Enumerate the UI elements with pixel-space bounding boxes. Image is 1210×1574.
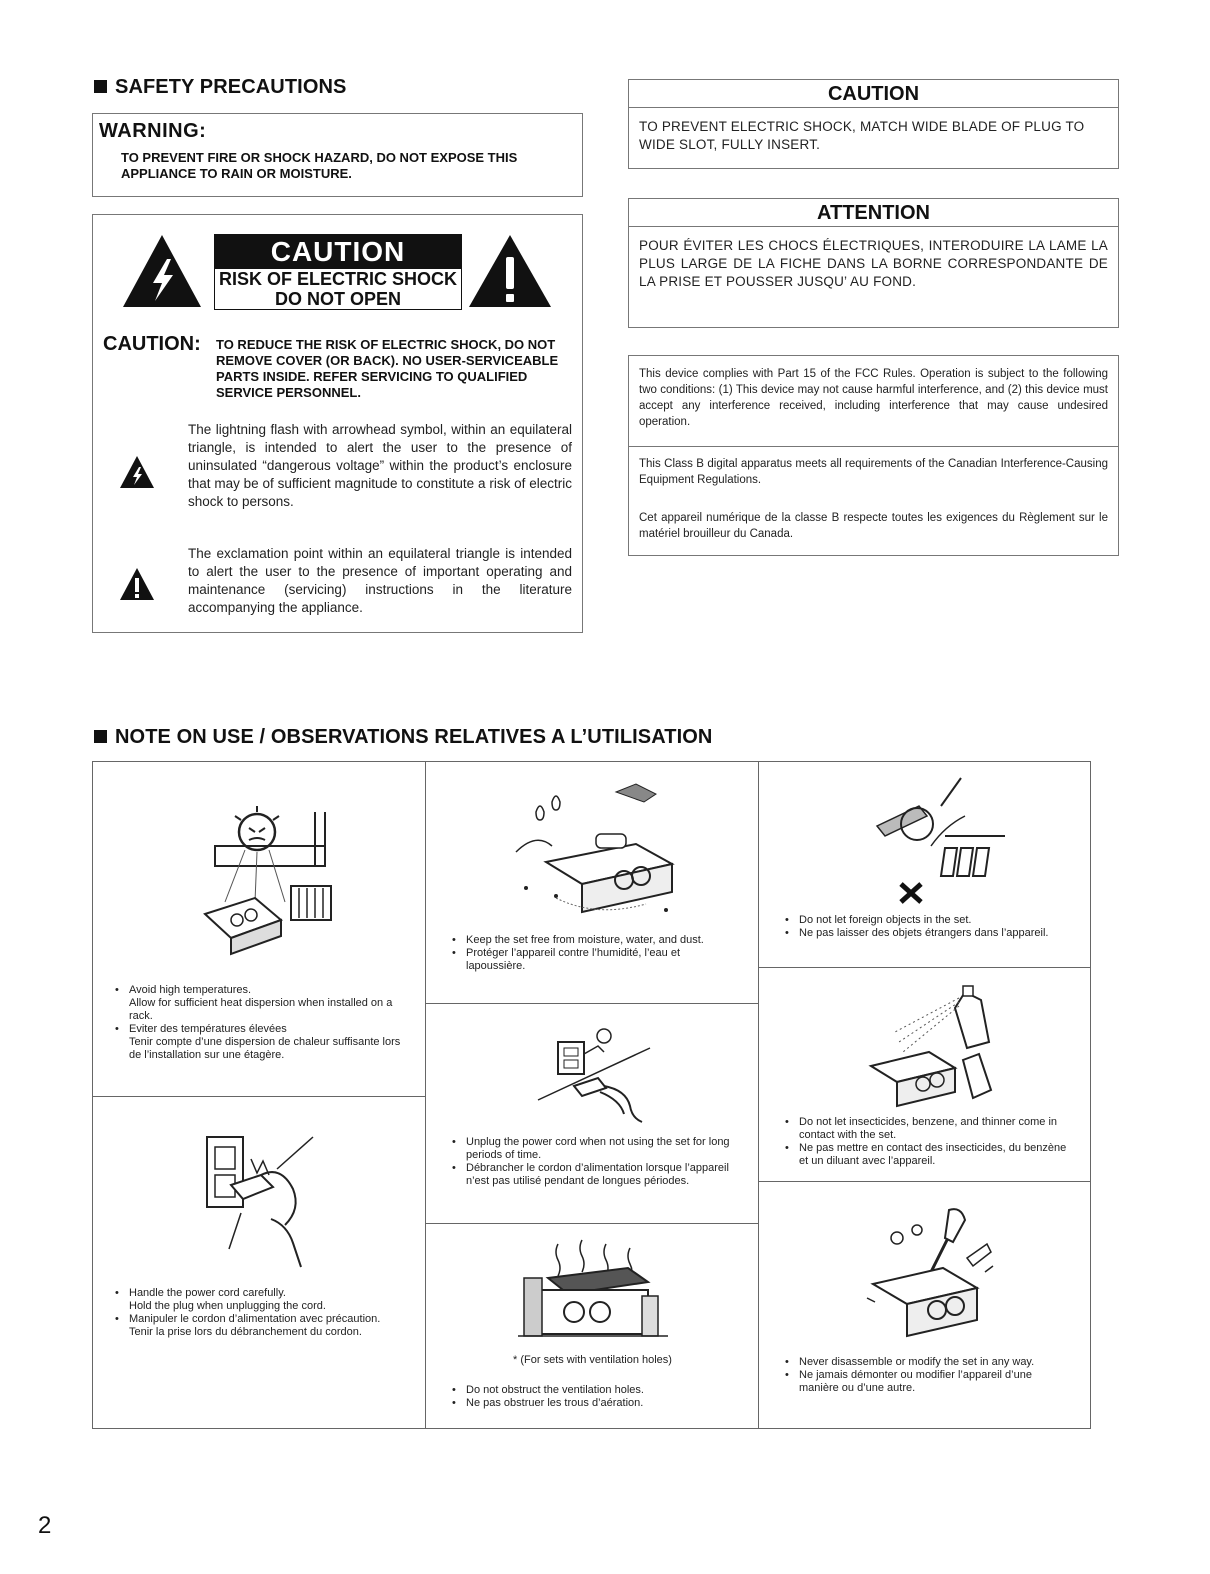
note-insecticides-text [785,1116,1069,1168]
note-cell-unplug [425,1003,758,1223]
note-ventilation-en: • Do not obstruct the ventilation holes. [452,1384,736,1397]
exclamation-symbol-icon [119,567,155,601]
note-foreign-objects-fr: • Ne pas laisser des objets étrangers dans l’appareil. [785,927,1069,940]
symbols-box [92,214,583,633]
note-temperature-en: • Avoid high temperatures. Allow for sufficient heat dispersion when installed on a rack. [115,984,405,1023]
note-insecticides-fr: • Ne pas mettre en contact des insecticides, du benzène et un diluant avec l’appareil. [785,1142,1069,1168]
insecticide-spray-illustration-icon [855,982,1005,1112]
note-unplug-en: • Unplug the power cord when not using the set for long periods of time. [452,1136,736,1162]
page-number: 2 [38,1512,52,1539]
fcc-statement: This device complies with Part 15 of the FCC Rules. Operation is subject to the following two conditions: (1) This device may not cause harmful interference, and (2) this device must accept any interference received, including interference that may cause undesired operation. [639,368,1108,428]
caution-text: TO REDUCE THE RISK OF ELECTRIC SHOCK, DO NOT REMOVE COVER (OR BACK). NO USER-SERVICEABLE PARTS INSIDE. REFER SERVICING TO QUALIFIED SERVICE PERSONNEL. [216,337,559,400]
note-ventilation-text [452,1384,736,1410]
note-foreign-objects-en: • Do not let foreign objects in the set. [785,914,1069,927]
disassembly-tools-illustration-icon [857,1202,997,1342]
note-temperature-text [115,984,405,1062]
square-bullet-icon [94,730,107,743]
note-temperature-fr: • Eviter des températures élevées Tenir compte d’une dispersion de chaleur suffisante lors de l’installation sur une étagère. [115,1023,405,1062]
banner-title: CAUTION [215,235,461,269]
exclamation-warning-icon [467,233,553,309]
square-bullet-icon [94,80,107,93]
attention-box-text: POUR ÉVITER LES CHOCS ÉLECTRIQUES, INTERODUIRE LA LAME LA PLUS LARGE DE LA FICHE DANS LA BORNE CORRESPONDANTE DE LA PRISE ET POUSSER JUSQU’ AU FOND. [639,238,1108,289]
note-cell-power-cord [92,1096,425,1429]
note-moisture-text [452,934,736,973]
caution-banner [214,234,462,310]
note-power-cord-fr: • Manipuler le cordon d’alimentation avec précaution. Tenir la prise lors du débranchement du cordon. [115,1313,405,1339]
banner-line-1: RISK OF ELECTRIC SHOCK [218,269,457,289]
note-grid [92,761,1091,1429]
warning-title: WARNING: [99,120,207,142]
warning-box [92,113,583,197]
note-unplug-text [452,1136,736,1188]
fcc-box [628,355,1119,556]
caution-box-title: CAUTION [629,80,1118,108]
note-cell-temperature [92,761,425,1096]
note-disassemble-text [785,1356,1069,1395]
sun-heat-illustration-icon [185,802,345,962]
note-disassemble-en: • Never disassemble or modify the set in any way. [785,1356,1069,1369]
canada-statement-en: This Class B digital apparatus meets all requirements of the Canadian Interference-Causing Equipment Regulations. [639,458,1108,486]
note-power-cord-en: • Handle the power cord carefully. Hold the plug when unplugging the cord. [115,1287,405,1313]
note-power-cord-text [115,1287,405,1339]
note-disassemble-fr: • Ne jamais démonter ou modifier l’appareil d’une manière ou d’une autre. [785,1369,1069,1395]
caution-label: CAUTION: [103,333,201,355]
attention-box-title: ATTENTION [629,199,1118,227]
lightning-warning-icon [121,233,203,309]
foreign-objects-illustration-icon [849,776,1009,906]
note-unplug-fr: • Débrancher le cordon d’alimentation lorsque l’appareil n’est pas utilisé pendant de longues périodes. [452,1162,736,1188]
warning-text: TO PREVENT FIRE OR SHOCK HAZARD, DO NOT EXPOSE THIS APPLIANCE TO RAIN OR MOISTURE. [121,150,518,181]
note-cell-insecticides [758,967,1091,1181]
banner-line-2: DO NOT OPEN [274,289,401,309]
note-heading: NOTE ON USE / OBSERVATIONS RELATIVES A L’UTILISATION [94,726,712,749]
moisture-dust-illustration-icon [496,772,686,922]
unplugged-cord-illustration-icon [534,1014,654,1124]
note-cell-ventilation [425,1223,758,1429]
exclamation-description: The exclamation point within an equilateral triangle is intended to alert the user to the presence of important operating and maintenance (servicing) instructions in the literature accompanying the appliance. [188,546,572,615]
note-foreign-objects-text [785,914,1069,940]
ventilation-illustration-icon [518,1238,668,1348]
caution-box [628,79,1119,169]
caution-box-text: TO PREVENT ELECTRIC SHOCK, MATCH WIDE BLADE OF PLUG TO WIDE SLOT, FULLY INSERT. [639,119,1085,152]
canada-statement-fr: Cet appareil numérique de la classe B respecte toutes les exigences du Règlement sur le matériel brouilleur du Canada. [639,512,1108,540]
note-insecticides-en: • Do not let insecticides, benzene, and thinner come in contact with the set. [785,1116,1069,1142]
safety-heading: SAFETY PRECAUTIONS [94,76,346,99]
note-ventilation-footnote: * (For sets with ventilation holes) [513,1354,672,1366]
power-plug-handling-illustration-icon [201,1129,331,1269]
note-moisture-fr: • Protéger l’appareil contre l’humidité, l’eau et lapoussière. [452,947,736,973]
attention-box [628,198,1119,328]
note-cell-disassemble [758,1181,1091,1429]
note-cell-moisture [425,761,758,1003]
lightning-symbol-icon [119,455,155,489]
fcc-divider [629,446,1118,447]
note-ventilation-fr: • Ne pas obstruer les trous d’aération. [452,1397,736,1410]
note-moisture-en: • Keep the set free from moisture, water, and dust. [452,934,736,947]
note-cell-foreign-objects [758,761,1091,967]
lightning-description: The lightning flash with arrowhead symbol, within an equilateral triangle, is intended to alert the user to the presence of uninsulated “dangerous voltage” within the product’s enclosure that may be of sufficient magnitude to constitute a risk of electric shock to persons. [188,422,572,509]
